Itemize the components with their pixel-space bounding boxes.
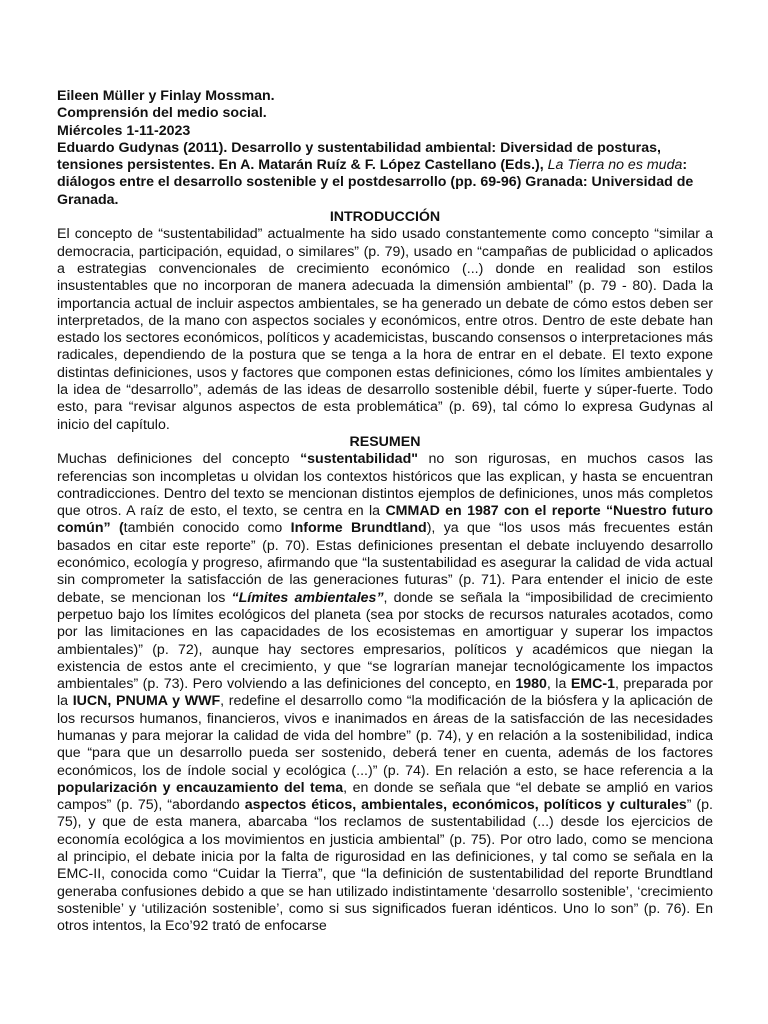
- text-run: , redefine el desarrollo como “la modificación de la biósfera y la aplicación de los recursos humanos, financieros, vivos e inanimados en áreas de la satisfacción de las necesidades humanas y para mejorar la calidad de vida del hombre” (p. 74), y en relación a la sostenibilidad, indica que “para que un desarrollo pueda ser sostenido, deberá tener en cuenta, además de los factores económicos, los de índole social y ecológica (...)” (p. 74). En relación a esto, se hace referencia a la: [57, 693, 714, 779]
- text-run: , donde se señala la “imposibilidad de crecimiento perpetuo bajo los límites ecológicos del planeta (sea por stocks de recursos naturales acotados, como por las limitaciones en las capacidades de los ecosistemas en amortiguar y superar los impactos ambientales)” (p. 72), aunque hay sectores empresarios, políticos y académicos que niegan la existencia de estos ante el crecimiento, y que “se lograrían manejar tecnológicamente los impactos ambientales” (p. 73). Pero volviendo a las definiciones del concepto, en: [57, 589, 713, 693]
- text-run: , preparada por la: [57, 676, 714, 710]
- bold-italic-term: “Límites ambientales”: [231, 589, 384, 606]
- bold-term: “sustentabilidad": [300, 451, 418, 468]
- citation: [57, 140, 713, 209]
- course-line: Comprensión del medio social.: [57, 105, 267, 122]
- date-line: Miércoles 1-11-2023: [57, 122, 191, 139]
- citation-part-1: Eduardo Gudynas (2011). Desarrollo y sustentabilidad ambiental: Diversidad de posturas, tensiones persistentes. En A. Matarán Ruíz & F. López Castellano (Eds.),: [57, 139, 661, 174]
- citation-book-title: La Tierra no es muda: [547, 157, 683, 174]
- bold-term: Informe Brundtland: [290, 520, 427, 537]
- bold-term: EMC-1: [570, 676, 615, 693]
- resumen-heading: RESUMEN: [349, 433, 421, 450]
- text-run: ), ya que “los usos más frecuentes están basados en citar este reporte” (p. 70). Estas definiciones presentan el debate incluyendo desarrollo económico, ecología y progreso, afirmando que “la sustentabilidad es asegurar la calidad de vida actual sin comprometer la satisfacción de las generaciones futuras” (p. 71). Para entender el inicio de este debate, se mencionan los: [57, 520, 714, 606]
- intro-paragraph: El concepto de “sustentabilidad” actualmente ha sido usado constantemente como concepto “similar a democracia, participación, equidad, o similares” (p. 79), usado en “campañas de publicidad o aplicados a estrategias convencionales de crecimiento económico (...) donde en realidad son estilos insustentables que no incorporan de manera adecuada la dimensión ambiental” (p. 79 - 80). Dada la importancia actual de incluir aspectos ambientales, se ha generado un debate de cómo estos deben ser interpretados, de la mano con aspectos sociales y económicos, entre otros. Dentro de este debate han estado los sectores económicos, políticos y academicistas, buscando consensos o interpretaciones más radicales, dependiendo de la postura que se tenga a la hora de entrar en el debate. El texto expone distintas definiciones, usos y factores que componen estas definiciones, cómo los límites ambientales y la idea de “desarrollo”, además de las ideas de desarrollo sostenible débil, fuerte y súper-fuerte. Todo esto, para “revisar algunos aspectos de esta problemática” (p. 69), tal cómo lo expresa Gudynas al inicio del capítulo.: [57, 226, 713, 433]
- text-run: , en donde se señala que “el debate se amplió en varios campos” (p. 75), “abordando: [57, 779, 714, 814]
- text-run: , la: [546, 676, 571, 693]
- text-run: ” (p. 75), y que de esta manera, abarcaba “los reclamos de sustentabilidad (...) desde los ejercicios de economía ecológica a los movimientos en justicia ambiental” (p. 75). Por otro lado, como se menciona al principio, el debate inicia por la falta de rigurosidad en las definiciones, y tal como se señala en la EMC-II, conocida como “Cuidar la Tierra”, que “la definición de sustentabilidad del reporte Brundtland generaba confusiones debido a que se han utilizado indistintamente ‘desarrollo sostenible’, ‘crecimiento sostenible’ y ‘utilización sostenible’, como si sus significados fueran idénticos. Uno lo son” (p. 76). En otros intentos, la Eco’92 trató de enfocarse: [57, 797, 713, 935]
- bold-term: aspectos éticos, ambientales, económicos, políticos y culturales: [244, 797, 687, 814]
- intro-heading: INTRODUCCIÓN: [329, 209, 441, 226]
- bold-term: [232, 590, 384, 606]
- document-page: [57, 88, 713, 936]
- text-run: también conocido como: [123, 520, 291, 537]
- bold-term: IUCN, PNUMA y WWF: [72, 693, 221, 710]
- bold-term: CMMAD en 1987 con el reporte “Nuestro futuro común” (: [57, 503, 713, 537]
- bold-term: 1980: [515, 676, 547, 693]
- text-run: no son rigurosas, en muchos casos las referencias son incompletas u olvidan los contextos históricos que las explican, y hasta se encuentran contradicciones. Dentro del texto se mencionan distintos ejemplos de definiciones, unos más completos que otros. A raíz de esto, el texto, se centra en la: [57, 451, 713, 520]
- citation-part-2: : diálogos entre el desarrollo sostenible y el postdesarrollo (pp. 69-96) Granada: Universidad de Granada.: [57, 157, 694, 208]
- text-run: Muchas definiciones del concepto: [57, 451, 301, 468]
- resumen-paragraph: [57, 451, 713, 935]
- authors-line: Eileen Müller y Finlay Mossman.: [57, 88, 275, 104]
- bold-term: popularización y encauzamiento del tema: [57, 779, 344, 796]
